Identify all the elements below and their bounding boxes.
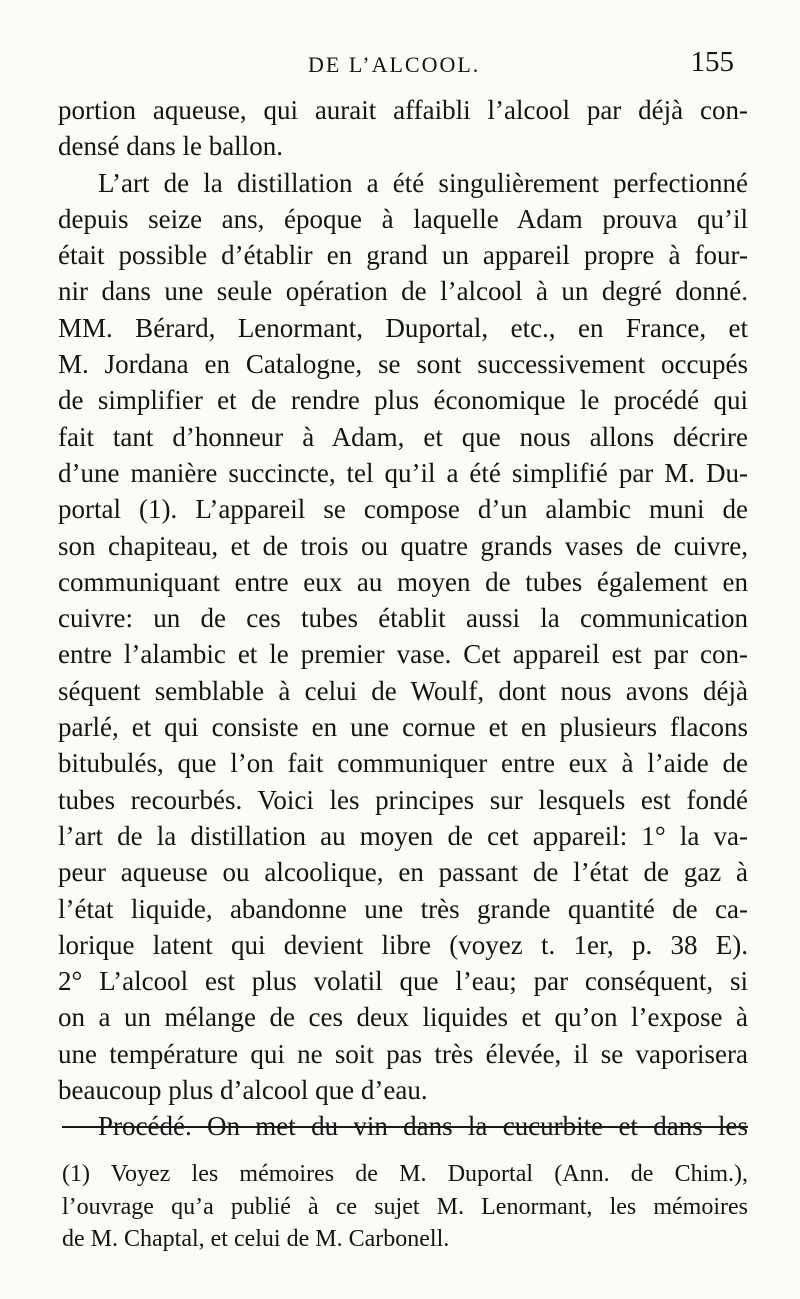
footnote-line: de M. Chaptal, et celui de M. Carbonell. [62,1226,450,1252]
text-line: de simplifier et de rendre plus économique le procédé qui [58,385,748,416]
text-line: séquent semblable à celui de Woulf, dont nous avons déjà [58,675,748,706]
text-line: une température qui ne soit pas très élevée, il se vaporisera [58,1038,748,1069]
text-line: on a un mélange de ces deux liquides et qu’on l’expose à [58,1002,748,1033]
text-line: bitubulés, que l’on fait communiquer entre eux à l’aide de [58,748,748,779]
text-line: son chapiteau, et de trois ou quatre grands vases de cuivre, [58,530,748,561]
text-line: l’art de la distillation au moyen de cet appareil: 1° la va- [58,820,748,851]
text-line: M. Jordana en Catalogne, se sont successivement occupés [58,349,748,380]
text-line: tubes recourbés. Voici les principes sur lesquels est fondé [58,784,748,815]
text-line: d’une manière succincte, tel qu’il a été simplifié par M. Du- [58,457,748,488]
text-line: entre l’alambic et le premier vase. Cet appareil est par con- [58,639,748,670]
text-line: nir dans une seule opération de l’alcool à un degré donné. [58,276,748,307]
text-line: L’art de la distillation a été singulièrement perfectionné [98,167,748,198]
text-line: MM. Bérard, Lenormant, Duportal, etc., en France, et [58,312,748,343]
text-line: 2° L’alcool est plus volatil que l’eau; par conséquent, si [58,966,748,997]
text-line: beaucoup plus d’alcool que d’eau. [58,1075,428,1106]
page-header [60,44,740,84]
footnote-line: l’ouvrage qu’a publié à ce sujet M. Lenormant, les mémoires [62,1193,748,1220]
text-line: cuivre: un de ces tubes établit aussi la communication [58,603,748,634]
text-line: communiquant entre eux au moyen de tubes également en [58,566,748,597]
page-number: 155 [690,46,734,78]
text-line: portal (1). L’appareil se compose d’un alambic muni de [58,494,748,525]
body-text [58,92,748,1145]
footnote [62,1158,748,1256]
text-line: portion aqueuse, qui aurait affaibli l’alcool par déjà con- [58,95,748,125]
text-line: était possible d’établir en grand un appareil propre à four- [58,240,748,271]
text-line: lorique latent qui devient libre (voyez t. 1er, p. 38 E). [58,929,748,960]
text-line: parlé, et qui consiste en une cornue et en plusieurs flacons [58,712,748,743]
text-line: l’état liquide, abandonne une très grande quantité de ca- [58,893,748,924]
footnote-line: (1) Voyez les mémoires de M. Duportal (Ann. de Chim.), [62,1161,748,1187]
running-title: DE L’ALCOOL. [308,52,481,77]
footnote-rule [62,1126,748,1128]
text-line: depuis seize ans, époque à laquelle Adam prouva qu’il [58,203,748,234]
text-line: densé dans le ballon. [58,131,283,162]
text-line: peur aqueuse ou alcoolique, en passant de l’état de gaz à [58,857,748,888]
text-line: Procédé. On met du vin dans la cucurbite et dans les [98,1111,748,1142]
text-line: fait tant d’honneur à Adam, et que nous allons décrire [58,421,748,452]
